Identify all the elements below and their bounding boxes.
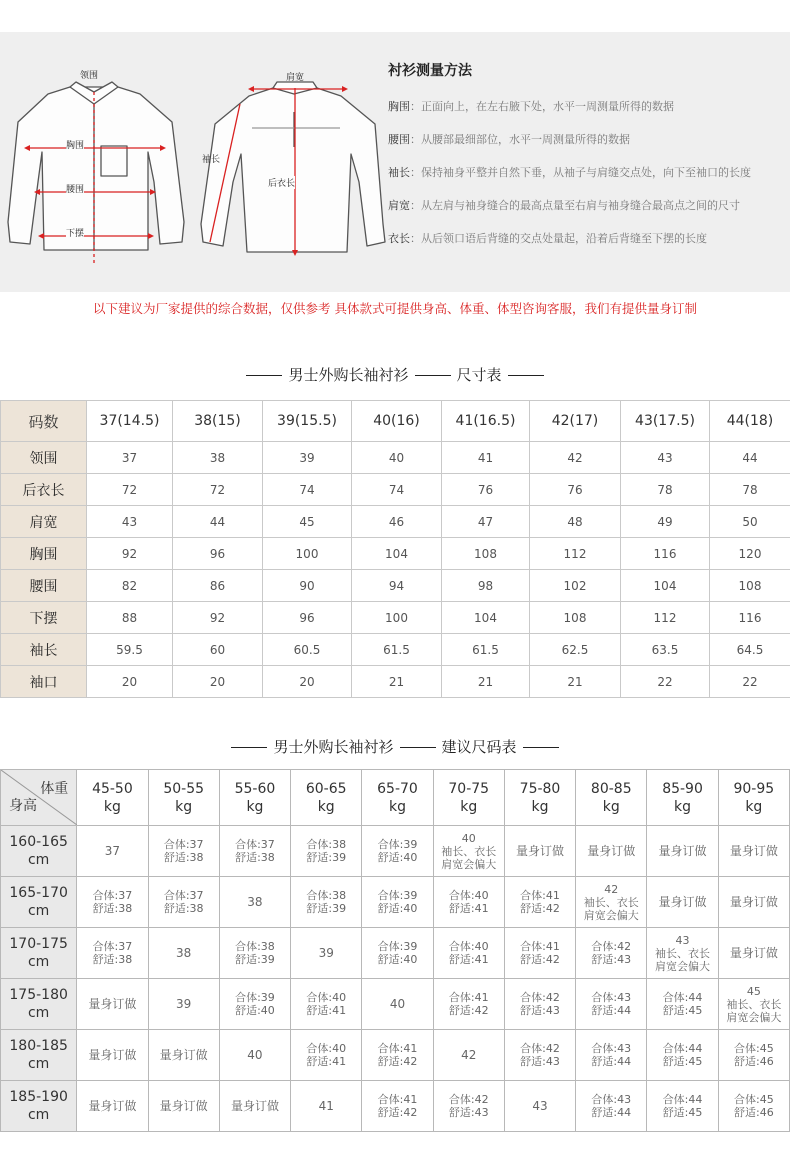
size-header-cell: 43(17.5): [621, 401, 710, 442]
recommend-cell: 43: [504, 1081, 575, 1132]
size-cell: 78: [621, 474, 710, 506]
back-length-label: 后衣长: [268, 176, 295, 189]
recommend-cell: 合体:42 舒适:43: [504, 979, 575, 1030]
height-axis-label: 身高: [9, 798, 37, 814]
recommend-cell: 合体:37 舒适:38: [219, 826, 290, 877]
recommend-row: [1, 877, 790, 928]
size-cell: 61.5: [442, 634, 530, 666]
recommend-cell: 合体:43 舒适:44: [576, 1030, 647, 1081]
size-header-row: [1, 401, 790, 442]
sleeve-label: 袖长: [202, 155, 221, 165]
method-title: 衬衫测量方法: [388, 63, 472, 79]
size-row: [1, 538, 790, 570]
size-cell: 43: [621, 442, 710, 474]
recommend-cell: 合体:40 舒适:41: [433, 928, 504, 979]
size-chart-table: [0, 400, 790, 698]
weight-header-cell: 70-75 kg: [433, 770, 504, 826]
size-header-cell: 44(18): [710, 401, 790, 442]
recommend-cell: 合体:40 舒适:41: [291, 1030, 362, 1081]
size-row-label: 领围: [1, 442, 87, 474]
size-cell: 61.5: [352, 634, 442, 666]
size-cell: 74: [263, 474, 352, 506]
size-cell: 98: [442, 570, 530, 602]
recommend-cell: 39: [291, 928, 362, 979]
size-cell: 76: [442, 474, 530, 506]
size-cell: 46: [352, 506, 442, 538]
size-cell: 22: [621, 666, 710, 698]
weight-axis-label: 体重: [40, 781, 69, 797]
height-header-cell: 170-175 cm: [1, 928, 77, 979]
size-cell: 116: [710, 602, 790, 634]
chest-label: 胸围: [66, 138, 84, 151]
recommend-cell: 量身订做: [148, 1030, 219, 1081]
recommend-cell: 量身订做: [77, 979, 148, 1030]
size-cell: 42: [530, 442, 621, 474]
recommend-row: [1, 1081, 790, 1132]
recommend-cell: 合体:44 舒适:45: [647, 979, 718, 1030]
size-cell: 72: [173, 474, 263, 506]
size-row: [1, 570, 790, 602]
weight-header-cell: 45-50 kg: [77, 770, 148, 826]
size-chart-title: 男士外购长袖衬衫 尺寸表: [0, 364, 790, 385]
size-header-cell: 39(15.5): [263, 401, 352, 442]
size-cell: 40: [352, 442, 442, 474]
size-row: [1, 442, 790, 474]
size-row-label: 下摆: [1, 602, 87, 634]
recommend-cell: 合体:40 舒适:41: [291, 979, 362, 1030]
size-cell: 59.5: [87, 634, 173, 666]
size-cell: 43: [87, 506, 173, 538]
recommend-header-row: [1, 770, 790, 826]
recommend-cell: 37: [77, 826, 148, 877]
recommend-cell: 合体:40 舒适:41: [433, 877, 504, 928]
size-cell: 63.5: [621, 634, 710, 666]
size-cell: 102: [530, 570, 621, 602]
recommend-cell: 量身订做: [647, 877, 718, 928]
size-cell: 74: [352, 474, 442, 506]
size-cell: 50: [710, 506, 790, 538]
size-cell: 44: [173, 506, 263, 538]
method-item: 胸围：正面向上，在左右腋下处，水平一周测量所得的数据: [388, 100, 674, 113]
size-cell: 88: [87, 602, 173, 634]
size-cell: 44: [710, 442, 790, 474]
size-cell: 72: [87, 474, 173, 506]
recommend-cell: 量身订做: [219, 1081, 290, 1132]
size-cell: 21: [530, 666, 621, 698]
size-cell: 37: [87, 442, 173, 474]
waist-label: 腰围: [66, 182, 84, 195]
recommend-cell: 合体:45 舒适:46: [718, 1030, 789, 1081]
recommend-chart-table: [0, 769, 790, 1132]
size-cell: 39: [263, 442, 352, 474]
recommend-cell: 41: [291, 1081, 362, 1132]
size-cell: 108: [442, 538, 530, 570]
size-cell: 20: [173, 666, 263, 698]
size-cell: 108: [710, 570, 790, 602]
size-cell: 78: [710, 474, 790, 506]
method-item: 袖长：保持袖身平整并自然下垂，从袖子与肩缝交点处，向下至袖口的长度: [388, 166, 751, 179]
size-cell: 94: [352, 570, 442, 602]
size-header-cell: 42(17): [530, 401, 621, 442]
recommend-cell: 量身订做: [504, 826, 575, 877]
height-header-cell: 180-185 cm: [1, 1030, 77, 1081]
recommend-cell: 38: [219, 877, 290, 928]
size-row-label: 后衣长: [1, 474, 87, 506]
recommend-row: [1, 826, 790, 877]
weight-header-cell: 75-80 kg: [504, 770, 575, 826]
recommend-cell: 合体:38 舒适:39: [291, 826, 362, 877]
recommend-cell: 量身订做: [647, 826, 718, 877]
size-cell: 104: [442, 602, 530, 634]
size-cell: 45: [263, 506, 352, 538]
size-cell: 64.5: [710, 634, 790, 666]
recommend-cell: 合体:39 舒适:40: [362, 826, 433, 877]
size-cell: 76: [530, 474, 621, 506]
recommend-cell: 量身订做: [77, 1030, 148, 1081]
recommend-cell: 合体:41 舒适:42: [504, 928, 575, 979]
height-header-cell: 165-170 cm: [1, 877, 77, 928]
recommend-cell: 合体:37 舒适:38: [148, 877, 219, 928]
recommend-row: [1, 979, 790, 1030]
method-item: 衣长：从后领口语后背缝的交点处量起，沿着后背缝至下摆的长度: [388, 232, 707, 245]
size-row: [1, 506, 790, 538]
notice-text: 以下建议为厂家提供的综合数据，仅供参考 具体款式可提供身高、体重、体型咨询客服，我们有提供量身订制: [93, 301, 697, 316]
weight-header-cell: 50-55 kg: [148, 770, 219, 826]
weight-header-cell: 80-85 kg: [576, 770, 647, 826]
weight-header-cell: 60-65 kg: [291, 770, 362, 826]
size-row-label: 腰围: [1, 570, 87, 602]
shoulder-label: 肩宽: [286, 73, 305, 83]
size-cell: 104: [621, 570, 710, 602]
recommend-row: [1, 1030, 790, 1081]
size-cell: 21: [442, 666, 530, 698]
recommend-cell: 合体:44 舒适:45: [647, 1030, 718, 1081]
size-cell: 82: [87, 570, 173, 602]
recommend-cell: 合体:41 舒适:42: [433, 979, 504, 1030]
recommend-cell: 量身订做: [576, 826, 647, 877]
size-cell: 41: [442, 442, 530, 474]
size-row-label: 肩宽: [1, 506, 87, 538]
method-item: 腰围：从腰部最细部位，水平一周测量所得的数据: [388, 133, 630, 146]
size-cell: 120: [710, 538, 790, 570]
recommend-cell: 39: [148, 979, 219, 1030]
size-cell: 47: [442, 506, 530, 538]
size-cell: 92: [173, 602, 263, 634]
recommend-cell: 量身订做: [148, 1081, 219, 1132]
method-item: 肩宽：从左肩与袖身缝合的最高点量至右肩与袖身缝合最高点之间的尺寸: [388, 199, 740, 212]
size-cell: 100: [352, 602, 442, 634]
recommend-cell: 量身订做: [77, 1081, 148, 1132]
recommend-chart-title: 男士外购长袖衬衫 建议尺码表: [0, 736, 790, 757]
recommend-corner-cell: [1, 770, 77, 826]
height-header-cell: 175-180 cm: [1, 979, 77, 1030]
collar-label: 领围: [80, 71, 99, 81]
size-cell: 38: [173, 442, 263, 474]
size-row-label: 袖长: [1, 634, 87, 666]
recommend-cell: 合体:41 舒适:42: [362, 1081, 433, 1132]
size-cell: 20: [87, 666, 173, 698]
size-header-cell: 41(16.5): [442, 401, 530, 442]
recommend-cell: 合体:39 舒适:40: [362, 928, 433, 979]
recommend-cell: 合体:41 舒适:42: [362, 1030, 433, 1081]
recommend-cell: 45 袖长、衣长 肩宽会偏大: [718, 979, 789, 1030]
recommend-cell: 40 袖长、衣长 肩宽会偏大: [433, 826, 504, 877]
size-row-label: 胸围: [1, 538, 87, 570]
recommend-cell: 合体:39 舒适:40: [219, 979, 290, 1030]
recommend-cell: 合体:45 舒适:46: [718, 1081, 789, 1132]
recommend-cell: 合体:43 舒适:44: [576, 979, 647, 1030]
recommend-cell: 合体:42 舒适:43: [433, 1081, 504, 1132]
recommend-cell: 合体:37 舒适:38: [77, 928, 148, 979]
recommend-cell: 43 袖长、衣长 肩宽会偏大: [647, 928, 718, 979]
recommend-cell: 合体:41 舒适:42: [504, 877, 575, 928]
size-cell: 108: [530, 602, 621, 634]
size-row: [1, 634, 790, 666]
size-cell: 49: [621, 506, 710, 538]
size-cell: 100: [263, 538, 352, 570]
size-cell: 92: [87, 538, 173, 570]
hem-label: 下摆: [66, 226, 84, 239]
size-row-label: 袖口: [1, 666, 87, 698]
size-corner-cell: 码数: [1, 401, 87, 442]
recommend-row: [1, 928, 790, 979]
recommend-cell: 合体:39 舒适:40: [362, 877, 433, 928]
recommend-cell: 42: [433, 1030, 504, 1081]
size-cell: 96: [173, 538, 263, 570]
size-cell: 62.5: [530, 634, 621, 666]
recommend-cell: 合体:37 舒适:38: [148, 826, 219, 877]
size-cell: 112: [621, 602, 710, 634]
size-cell: 96: [263, 602, 352, 634]
recommend-cell: 40: [362, 979, 433, 1030]
recommend-cell: 合体:38 舒适:39: [291, 877, 362, 928]
recommend-cell: 40: [219, 1030, 290, 1081]
size-row: [1, 602, 790, 634]
height-header-cell: 185-190 cm: [1, 1081, 77, 1132]
size-cell: 22: [710, 666, 790, 698]
weight-header-cell: 85-90 kg: [647, 770, 718, 826]
recommend-cell: 合体:38 舒适:39: [219, 928, 290, 979]
recommend-cell: 合体:44 舒适:45: [647, 1081, 718, 1132]
size-header-cell: 37(14.5): [87, 401, 173, 442]
recommend-cell: 量身订做: [718, 928, 789, 979]
weight-header-cell: 90-95 kg: [718, 770, 789, 826]
size-cell: 116: [621, 538, 710, 570]
recommend-cell: 合体:37 舒适:38: [77, 877, 148, 928]
size-row: [1, 666, 790, 698]
size-cell: 21: [352, 666, 442, 698]
recommend-cell: 合体:43 舒适:44: [576, 1081, 647, 1132]
recommend-cell: 合体:42 舒适:43: [504, 1030, 575, 1081]
recommend-cell: 量身订做: [718, 826, 789, 877]
size-cell: 48: [530, 506, 621, 538]
size-cell: 60: [173, 634, 263, 666]
measurement-guide: [0, 32, 790, 292]
recommend-cell: 合体:42 舒适:43: [576, 928, 647, 979]
recommend-cell: 42 袖长、衣长 肩宽会偏大: [576, 877, 647, 928]
size-cell: 90: [263, 570, 352, 602]
size-cell: 86: [173, 570, 263, 602]
size-cell: 112: [530, 538, 621, 570]
size-cell: 60.5: [263, 634, 352, 666]
size-header-cell: 38(15): [173, 401, 263, 442]
size-cell: 104: [352, 538, 442, 570]
size-row: [1, 474, 790, 506]
recommend-cell: 38: [148, 928, 219, 979]
size-cell: 20: [263, 666, 352, 698]
weight-header-cell: 65-70 kg: [362, 770, 433, 826]
size-header-cell: 40(16): [352, 401, 442, 442]
recommend-cell: 量身订做: [718, 877, 789, 928]
weight-header-cell: 55-60 kg: [219, 770, 290, 826]
height-header-cell: 160-165 cm: [1, 826, 77, 877]
